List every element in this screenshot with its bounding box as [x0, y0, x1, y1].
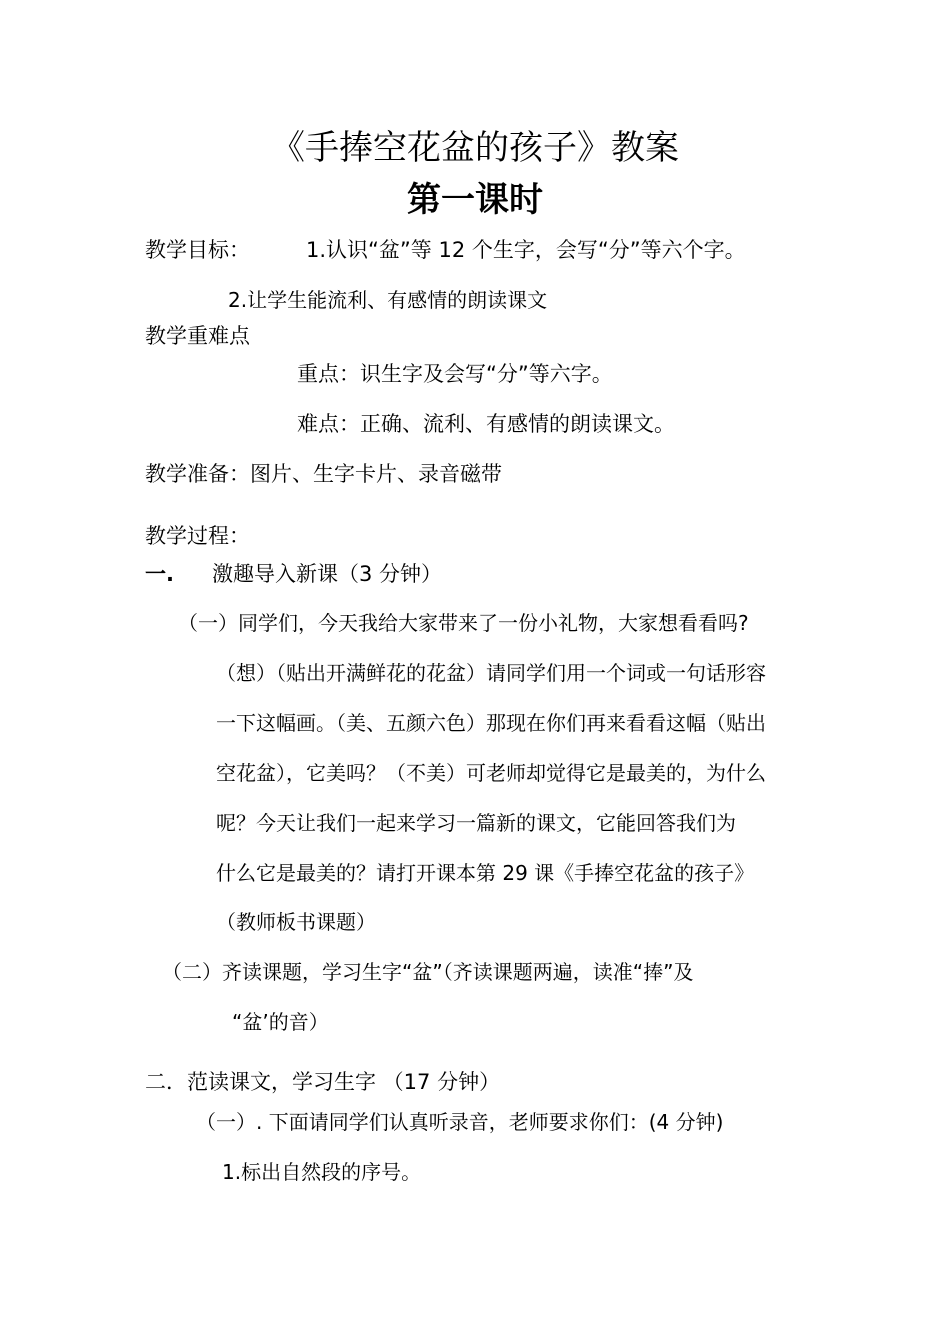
section1-number: 一. — [145, 562, 174, 586]
section1-part2-marker: （二） — [162, 960, 222, 984]
key-point: 重点：识生字及会写“分”等六字。 — [297, 362, 613, 386]
section1-part1-line-3: 一下这幅画。（美、五颜六色）那现在你们再来看看这幅（贴出 — [216, 711, 766, 735]
section1-part1-line-1: 同学们，今天我给大家带来了一份小礼物，大家想看看吗? — [238, 611, 749, 635]
section1-part2-line-1: 齐读课题，学习生字“盆”（齐读课题两遍，读准“捧”及 — [222, 960, 694, 984]
section1-part1-line-5: 呢？今天让我们一起来学习一篇新的课文，它能回答我们为 — [216, 811, 736, 835]
hard-point: 难点：正确、流利、有感情的朗读课文。 — [297, 412, 675, 436]
section1-part1-marker: （一） — [178, 611, 238, 635]
goals-label: 教学目标： — [145, 238, 250, 262]
goal-item-2: 2.让学生能流利、有感情的朗读课文 — [228, 288, 548, 312]
document-title: 《手捧空花盆的孩子》教案 — [271, 128, 679, 168]
section2-part1: （一）. 下面请同学们认真听录音，老师要求你们：(4 分钟) — [196, 1110, 724, 1134]
goal-item-1: 1.认识“盆”等 12 个生字，会写“分”等六个字。 — [306, 238, 746, 262]
section1-part2-line-2: “盆’的音） — [232, 1010, 329, 1034]
difficulty-label: 教学重难点 — [145, 324, 250, 348]
section2-item-1: 1.标出自然段的序号。 — [222, 1160, 422, 1184]
section1-part1-line-4: 空花盆），它美吗？（不美）可老师却觉得它是最美的，为什么 — [216, 761, 766, 785]
section2-heading: 二．范读课文，学习生字 （17 分钟） — [145, 1070, 501, 1094]
preparation-line: 教学准备：图片、生字卡片、录音磁带 — [145, 462, 502, 486]
section1-heading: 激趣导入新课（3 分钟） — [212, 562, 443, 586]
section1-part1-line-2: （想）（贴出开满鲜花的花盆）请同学们用一个词或一句话形容 — [216, 661, 766, 685]
section1-part1-line-7: （教师板书课题） — [216, 910, 376, 934]
section1-part1-line-6: 什么它是最美的？请打开课本第 29 课《手捧空花盆的孩子》 — [216, 861, 755, 885]
process-label: 教学过程： — [145, 524, 250, 548]
document-subtitle: 第一课时 — [407, 180, 543, 220]
